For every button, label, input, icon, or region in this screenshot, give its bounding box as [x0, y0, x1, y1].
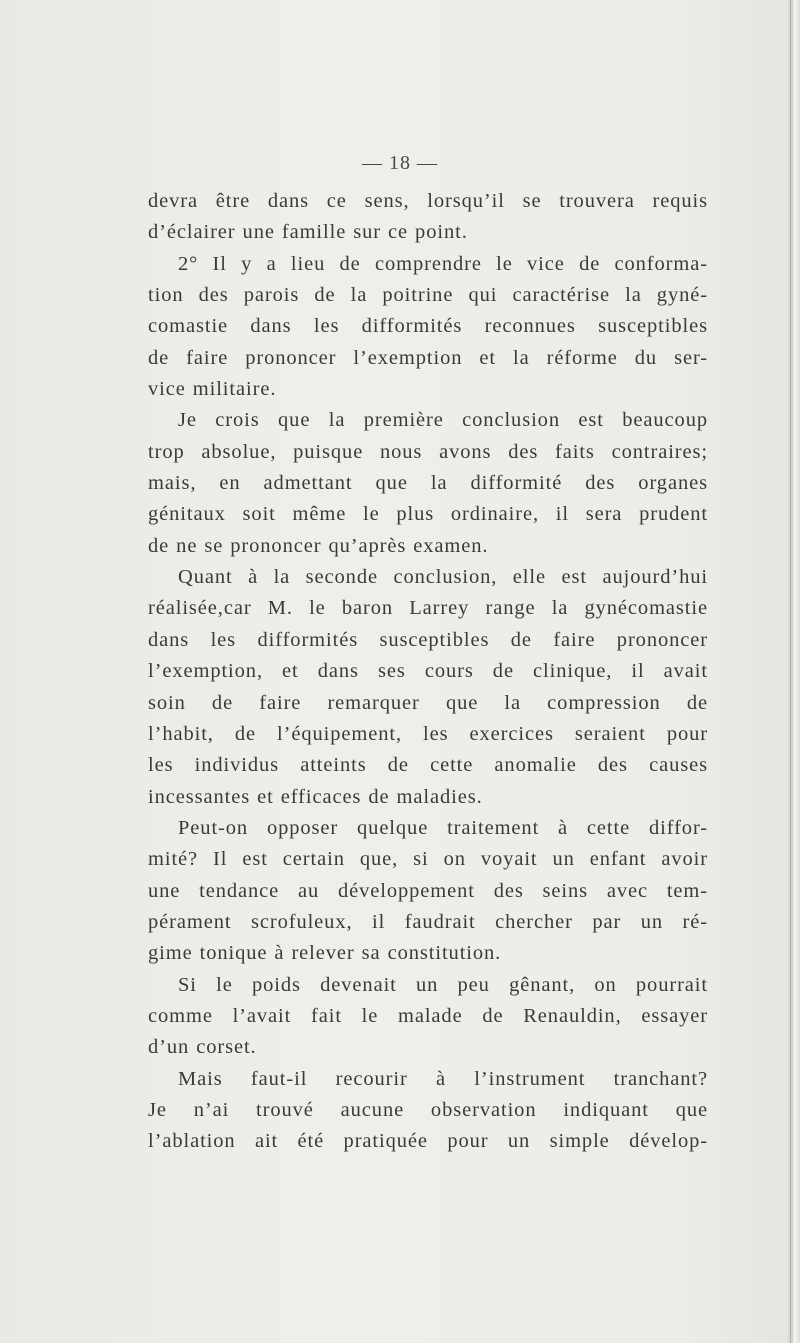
text-line: réalisée,car M. le baron Larrey range la gynécomastie [148, 597, 708, 620]
text-line: pérament scrofuleux, il faudrait chercher par un ré- [148, 910, 708, 933]
text-line: l’ablation ait été pratiquée pour un simple dévelop- [148, 1130, 708, 1153]
text-line: dans les difformités susceptibles de faire prononcer [148, 628, 708, 651]
text-line: Quant à la seconde conclusion, elle est aujourd’hui [178, 566, 708, 589]
text-line: de ne se prononcer qu’après examen. [148, 534, 489, 557]
text-line: comastie dans les difformités reconnues susceptibles [148, 315, 708, 338]
text-line: génitaux soit même le plus ordinaire, il sera prudent [148, 503, 708, 526]
text-line: vice militaire. [148, 378, 277, 401]
text-line: d’un corset. [148, 1036, 257, 1059]
text-line: mité? Il est certain que, si on voyait un enfant avoir [148, 848, 708, 871]
text-line: soin de faire remarquer que la compression de [148, 691, 708, 714]
text-line: incessantes et efficaces de maladies. [148, 785, 483, 808]
text-line: comme l’avait fait le malade de Renauldin, essayer [148, 1004, 708, 1027]
text-line: Mais faut-il recourir à l’instrument tranchant? [178, 1067, 708, 1090]
text-line: gime tonique à relever sa constitution. [148, 942, 502, 965]
page-number: — 18 — [362, 152, 438, 174]
text-line: l’habit, de l’équipement, les exercices seraient pour [148, 722, 708, 745]
page-edge-shadow [786, 0, 800, 1343]
text-line: de faire prononcer l’exemption et la réforme du ser- [148, 346, 708, 369]
text-line: tion des parois de la poitrine qui caractérise la gyné- [148, 284, 708, 307]
text-line: l’exemption, et dans ses cours de clinique, il avait [148, 660, 708, 683]
body-text [148, 186, 708, 1158]
text-line: trop absolue, puisque nous avons des faits contraires; [148, 440, 708, 463]
page-edge-line [790, 0, 791, 1343]
text-line: une tendance au développement des seins avec tem- [148, 879, 708, 902]
text-line: Je n’ai trouvé aucune observation indiquant que [148, 1098, 708, 1121]
text-line: Peut-on opposer quelque traitement à cette diffor- [178, 816, 708, 839]
text-line: devra être dans ce sens, lorsqu’il se trouvera requis [148, 190, 708, 212]
text-line: 2° Il y a lieu de comprendre le vice de conforma- [178, 252, 708, 275]
text-line: d’éclairer une famille sur ce point. [148, 221, 468, 244]
text-line: Si le poids devenait un peu gênant, on pourrait [178, 973, 708, 996]
text-line: les individus atteints de cette anomalie des causes [148, 754, 708, 777]
text-line: mais, en admettant que la difformité des organes [148, 472, 708, 495]
text-line: Je crois que la première conclusion est beaucoup [178, 409, 708, 432]
